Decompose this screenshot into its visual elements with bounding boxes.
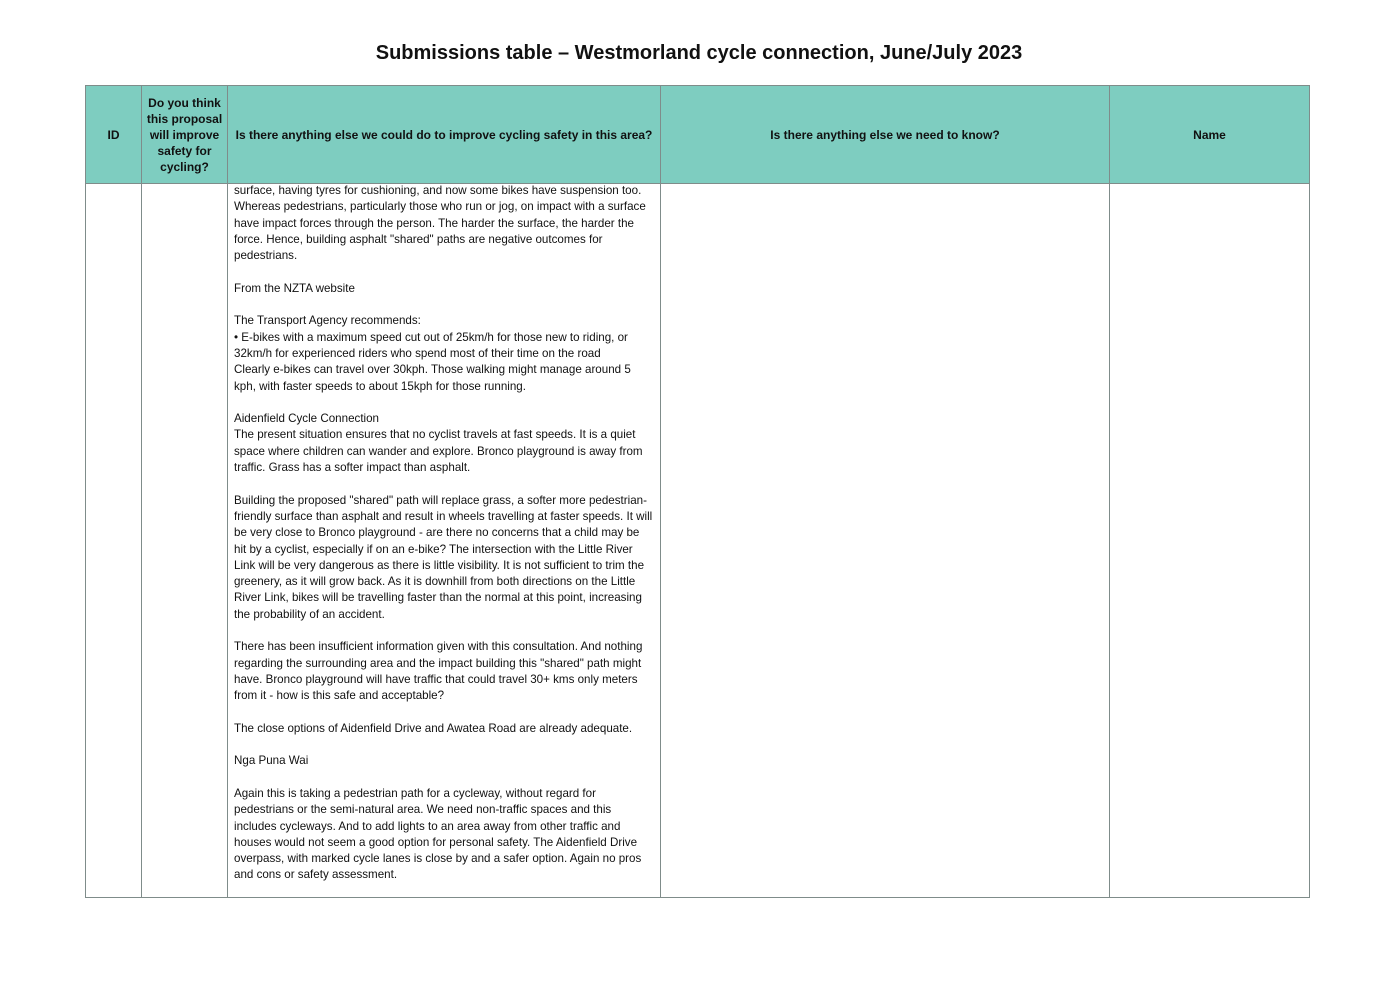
page-title: Submissions table – Westmorland cycle connection, June/July 2023 bbox=[375, 42, 1023, 64]
header-anything-else-know: Is there anything else we need to know? bbox=[661, 86, 1110, 184]
table-header-row bbox=[86, 86, 1310, 184]
paragraph: Nga Puna Wai bbox=[234, 754, 309, 768]
submissions-table bbox=[85, 85, 1310, 898]
cell-anything-else-know bbox=[661, 184, 1110, 898]
paragraph: Building the proposed "shared" path will replace grass, a softer more pedestrian-friendly surface than asphalt and result in wheels travelling at faster speeds. It will be very close to Bronco playground - are there no concerns that a child may be hit by a cyclist, especially if on an e-bike? The intersection with the Little River Link will be very dangerous as there is little visibility. It is not sufficient to trim the greenery, as it will grow back. As it is downhill from both directions on the Little River Link, bikes will be travelling faster than the normal at this point, increasing the probability of an accident. bbox=[234, 493, 653, 621]
paragraph: The Transport Agency recommends: bbox=[234, 314, 421, 328]
cell-improve-safety bbox=[142, 184, 228, 898]
paragraph: The present situation ensures that no cyclist travels at fast speeds. It is a quiet space where children can wander and explore. Bronco playground is away from traffic. Grass has a softer impact than asphalt. bbox=[234, 428, 643, 475]
cell-id bbox=[86, 184, 142, 898]
header-name: Name bbox=[1110, 86, 1310, 184]
header-improve-safety: Do you think this proposal will improve safety for cycling? bbox=[142, 86, 228, 184]
header-anything-else-improve: Is there anything else we could do to improve cycling safety in this area? bbox=[228, 86, 661, 184]
paragraph: Aidenfield Cycle Connection bbox=[234, 412, 380, 426]
table-row bbox=[86, 184, 1310, 898]
paragraph: There has been insufficient information given with this consultation. And nothing regarding the surrounding area and the impact building this "shared" path might have. Bronco playground will have traffic that could travel 30+ kms only meters from it - how is this safe and acceptable? bbox=[234, 640, 643, 703]
submission-text bbox=[228, 183, 660, 884]
paragraph: Again this is taking a pedestrian path for a cycleway, without regard for pedestrians or the semi-natural area. We need non-traffic spaces and this includes cycleways. And to add lights to an area away from other traffic and houses would not seem a good option for personal safety. The Aidenfield Drive overpass, with marked cycle lanes is close by and a safer option. Again no pros and cons or safety assessment. bbox=[234, 786, 642, 882]
cell-anything-else-improve bbox=[228, 184, 661, 898]
paragraph: • E-bikes with a maximum speed cut out of 25km/h for those new to riding, or 32km/h for experienced riders who spend most of their time on the road bbox=[234, 330, 628, 360]
cell-name bbox=[1110, 184, 1310, 898]
paragraph: Clearly e-bikes can travel over 30kph. Those walking might manage around 5 kph, with faster speeds to about 15kph for those running. bbox=[234, 363, 631, 393]
paragraph: surface, having tyres for cushioning, and now some bikes have suspension too. Whereas pedestrians, particularly those who run or jog, on impact with a surface have impact forces through the person. The harder the surface, the harder the force. Hence, building asphalt "shared" paths are negative outcomes for pedestrians. bbox=[234, 184, 646, 263]
paragraph: From the NZTA website bbox=[234, 281, 355, 295]
header-id: ID bbox=[86, 86, 142, 184]
paragraph: The close options of Aidenfield Drive and Awatea Road are already adequate. bbox=[234, 721, 633, 735]
